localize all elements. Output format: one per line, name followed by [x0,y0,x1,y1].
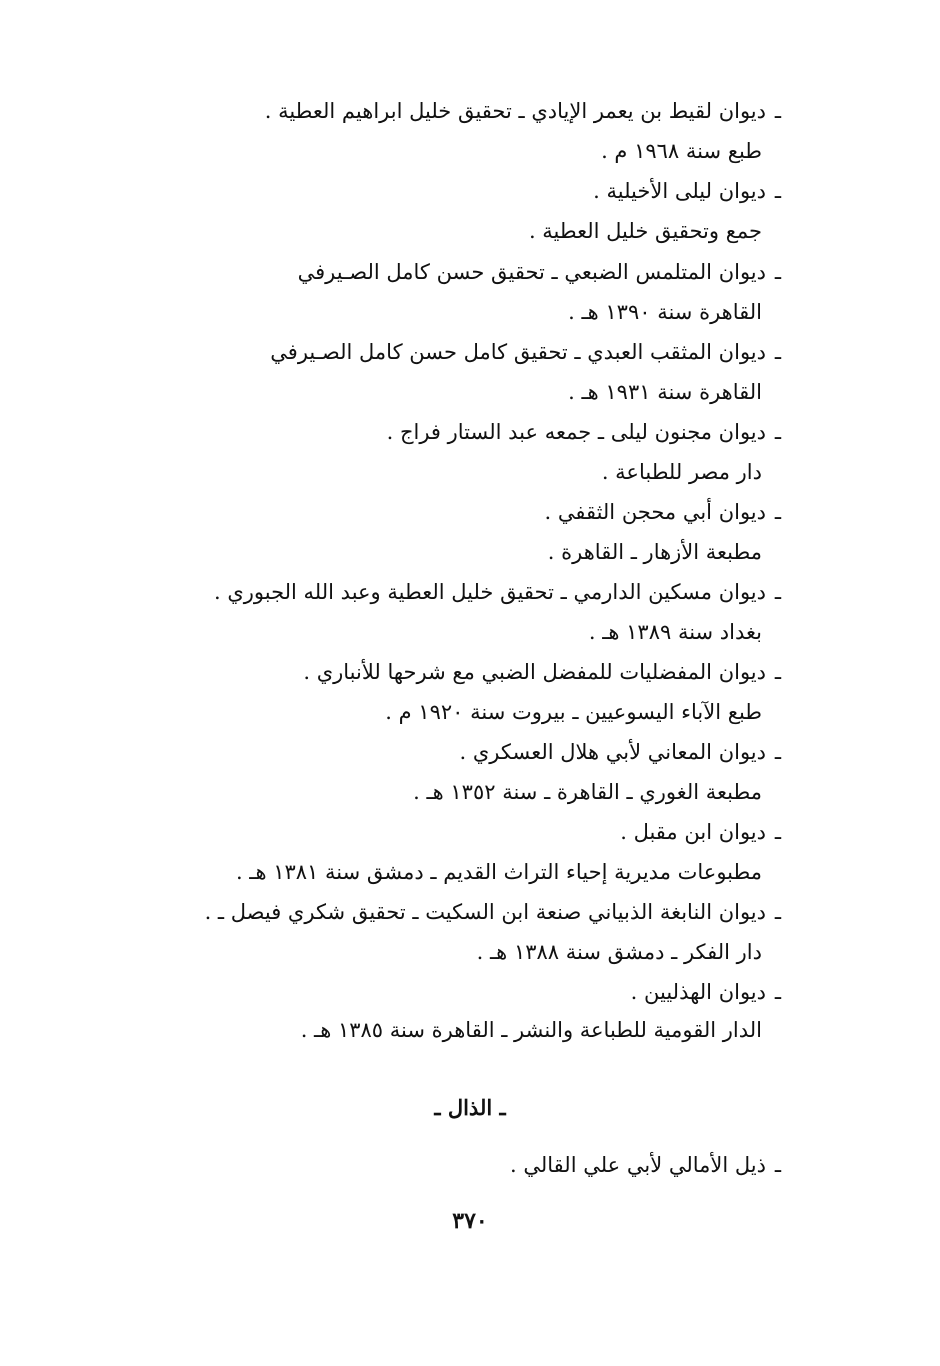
entry-publication-detail: القاهرة سنة ١٣٩٠ هـ . [568,300,762,324]
bibliography-entry [270,337,790,367]
entry-title: ديوان المفضليات للمفضل الضبي مع شرحها للأنباري . [303,660,766,684]
bibliography-entry [214,577,790,607]
entry-marker: ـ [774,179,782,203]
entry-marker: ـ [774,900,782,924]
bibliography-entry [265,96,790,126]
entry-marker: ـ [774,420,782,444]
entry-title: ديوان مجنون ليلى ـ جمعه عبد الستار فراج . [386,420,766,444]
entry-title: ذيل الأمالي لأبي علي القالي . [510,1153,766,1177]
entry-title: ديوان مسكين الدارمي ـ تحقيق خليل العطية وعبد الله الجبوري . [213,580,766,604]
entry-title: ديوان المتلمس الضبعي ـ تحقيق حسن كامل الصـيرفي [297,260,766,284]
page-number: ٣٧٠ [452,1208,488,1234]
entry-publication-detail: مطبوعات مديرية إحياء التراث القديم ـ دمشق سنة ١٣٨١ هـ . [235,860,762,884]
bibliography-entry [620,817,790,847]
entry-marker: ـ [774,660,782,684]
bibliography-entry [387,417,790,447]
entry-publication-detail: القاهرة سنة ١٩٣١ هـ . [568,380,762,404]
bibliography-entry [510,1150,790,1180]
entry-title: ديوان المعاني لأبي هلال العسكري . [459,740,766,764]
entry-marker: ـ [774,99,782,123]
bibliography-entry [205,897,790,927]
bibliography-entry [631,977,790,1007]
entry-publication-detail: دار الفكر ـ دمشق سنة ١٣٨٨ هـ . [476,940,762,964]
entry-publication-detail: مطبعة الأزهار ـ القاهرة . [547,540,762,564]
entry-marker: ـ [774,740,782,764]
entry-publication-detail: بغداد سنة ١٣٨٩ هـ . [588,620,762,644]
entry-title: ديوان النابغة الذبياني صنعة ابن السكيت ـ تحقيق شكري فيصل ـ . [204,900,766,924]
entry-title: ديوان لقيط بن يعمر الإيادي ـ تحقيق خليل ابراهيم العطية . [264,99,766,123]
section-heading: ـ الذال ـ [434,1095,506,1120]
entry-title: ديوان المثقب العبدي ـ تحقيق كامل حسن كامل الصـيرفي [270,340,766,364]
entry-marker: ـ [774,340,782,364]
entry-title: ديوان الهذليين . [630,980,766,1004]
entry-marker: ـ [774,980,782,1004]
entry-marker: ـ [774,260,782,284]
entry-publication-detail: دار مصر للطباعة . [601,460,762,484]
entry-title: ديوان ابن مقبل . [620,820,766,844]
bibliography-entry [298,257,790,287]
entry-marker: ـ [774,580,782,604]
entry-title: ديوان أبي محجن الثقفي . [544,500,766,524]
bibliography-entry [459,737,790,767]
bibliography-entry [303,657,790,687]
bibliography-entry [593,176,790,206]
bibliography-entry [544,497,790,527]
entry-marker: ـ [774,1153,782,1177]
entry-title: ديوان ليلى الأخيلية . [593,179,766,203]
entry-publication-detail: طبع الآباء اليسوعيين ـ بيروت سنة ١٩٢٠ م . [385,700,762,724]
entry-publication-detail: طبع سنة ١٩٦٨ م . [601,139,762,163]
entry-publication-detail: مطبعة الغوري ـ القاهرة ـ سنة ١٣٥٢ هـ . [413,780,762,804]
entry-publication-detail: جمع وتحقيق خليل العطية . [528,219,762,243]
entry-marker: ـ [774,820,782,844]
entry-marker: ـ [774,500,782,524]
entry-publication-detail: الدار القومية للطباعة والنشر ـ القاهرة سنة ١٣٨٥ هـ . [300,1018,762,1042]
